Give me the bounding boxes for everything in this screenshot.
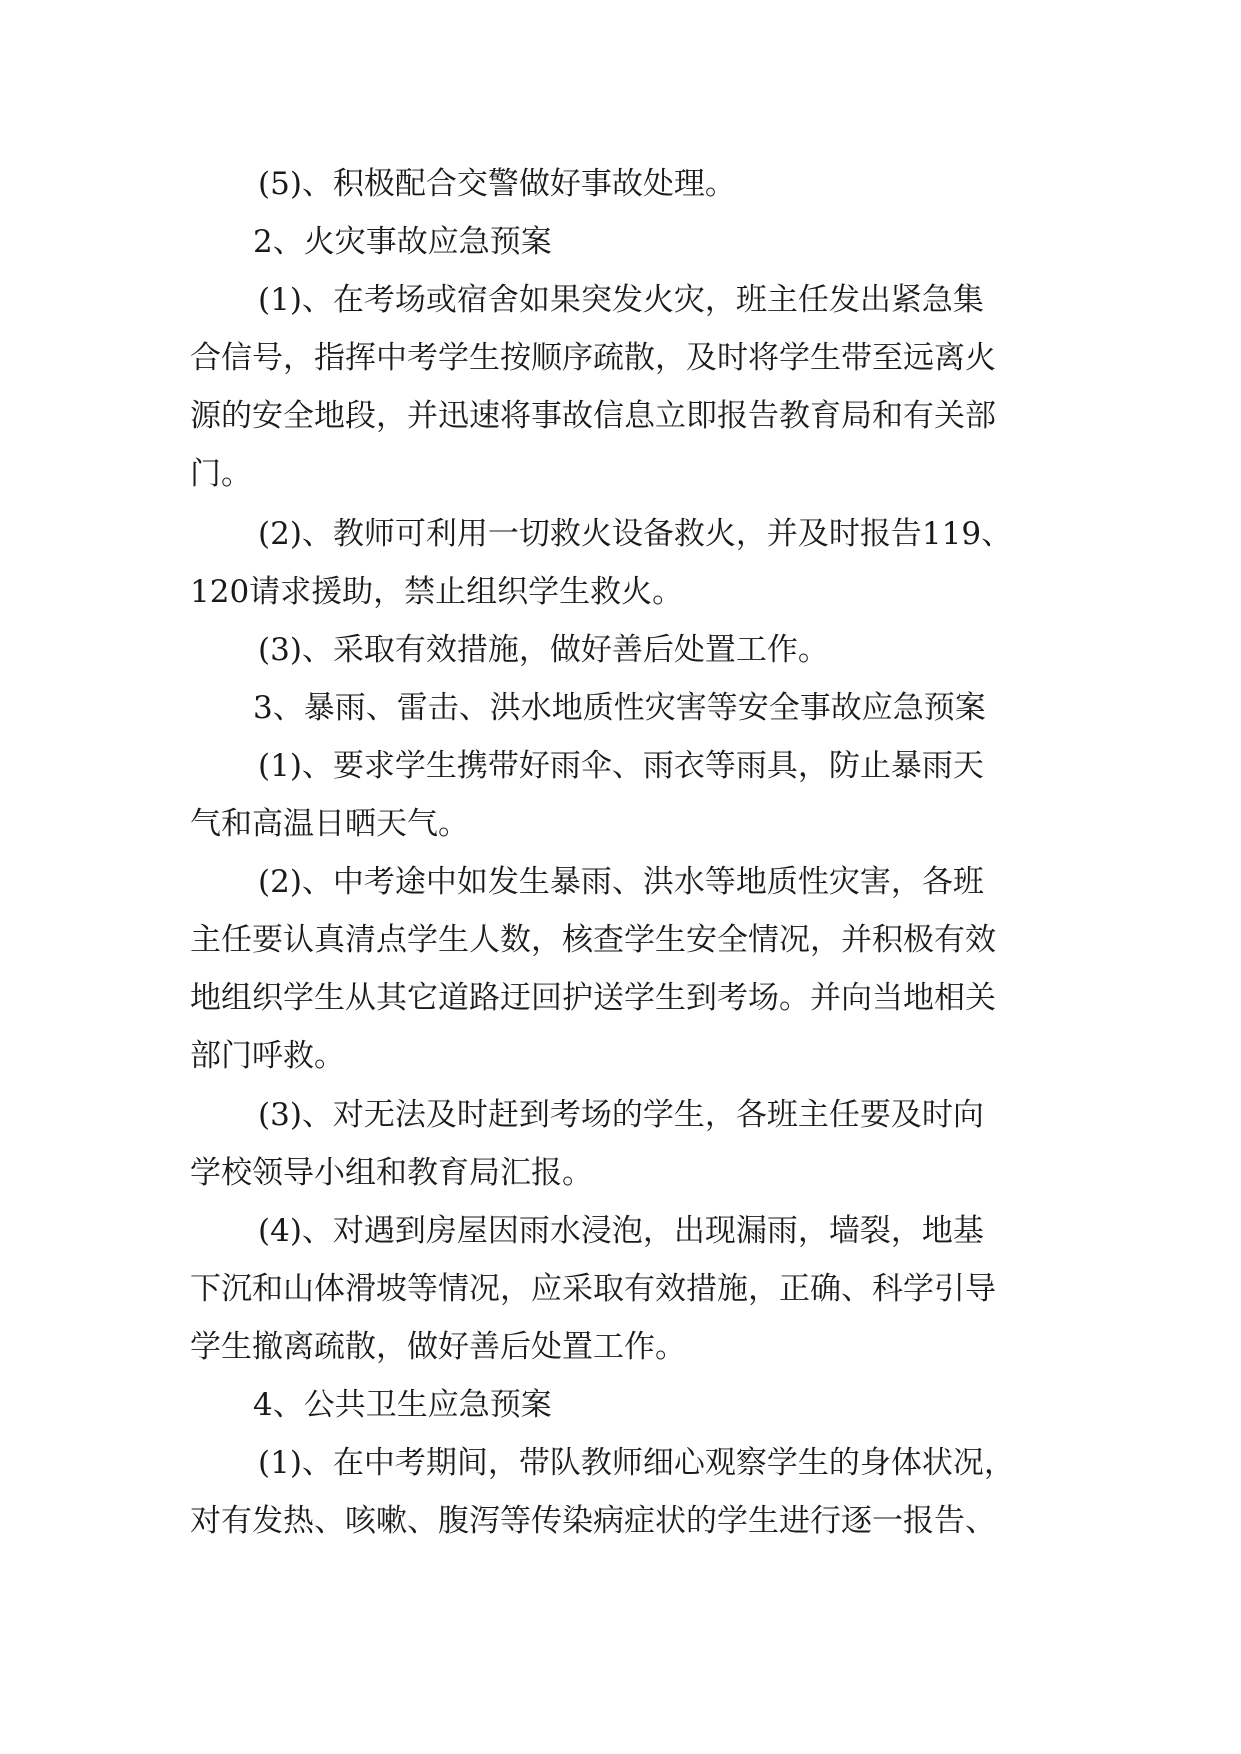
list-item-fire-plan-3: (3)、采取有效措施，做好善后处置工作。	[258, 632, 829, 668]
paragraph-line: (1)、要求学生携带好雨伞、雨衣等雨具，防止暴雨天	[258, 748, 984, 784]
list-item-fire-plan-5: (5)、积极配合交警做好事故处理。	[258, 166, 736, 202]
paragraph-line: 主任要认真清点学生人数，核查学生安全情况，并积极有效	[190, 922, 996, 958]
paragraph-line: (2)、中考途中如发生暴雨、洪水等地质性灾害，各班	[258, 864, 984, 900]
paragraph-line: 门。	[190, 456, 252, 492]
section-heading-public-health: 4、公共卫生应急预案	[253, 1387, 552, 1423]
paragraph-line: (4)、对遇到房屋因雨水浸泡，出现漏雨，墙裂，地基	[258, 1213, 984, 1249]
paragraph-line: 部门呼救。	[190, 1038, 345, 1074]
paragraph-line: (1)、在中考期间，带队教师细心观察学生的身体状况，	[258, 1445, 1015, 1481]
paragraph-line: 学校领导小组和教育局汇报。	[190, 1155, 593, 1191]
paragraph-line: 源的安全地段，并迅速将事故信息立即报告教育局和有关部	[190, 398, 996, 434]
paragraph-line: 地组织学生从其它道路迂回护送学生到考场。并向当地相关	[190, 980, 996, 1016]
paragraph-line: 120请求援助，禁止组织学生救火。	[190, 574, 684, 610]
section-heading-fire-emergency: 2、火灾事故应急预案	[253, 224, 552, 260]
paragraph-line: 下沉和山体滑坡等情况，应采取有效措施，正确、科学引导	[190, 1271, 996, 1307]
paragraph-line: 对有发热、咳嗽、腹泻等传染病症状的学生进行逐一报告、	[190, 1503, 996, 1539]
paragraph-line: (3)、对无法及时赶到考场的学生，各班主任要及时向	[258, 1097, 984, 1133]
paragraph-line: (1)、在考场或宿舍如果突发火灾，班主任发出紧急集	[258, 282, 984, 318]
section-heading-storm-emergency: 3、暴雨、雷击、洪水地质性灾害等安全事故应急预案	[253, 690, 986, 726]
paragraph-line: 合信号，指挥中考学生按顺序疏散，及时将学生带至远离火	[190, 340, 996, 376]
paragraph-line: 气和高温日晒天气。	[190, 806, 469, 842]
paragraph-line: (2)、教师可利用一切救火设备救火，并及时报告119、	[258, 516, 1013, 552]
paragraph-line: 学生撤离疏散，做好善后处置工作。	[190, 1329, 686, 1365]
